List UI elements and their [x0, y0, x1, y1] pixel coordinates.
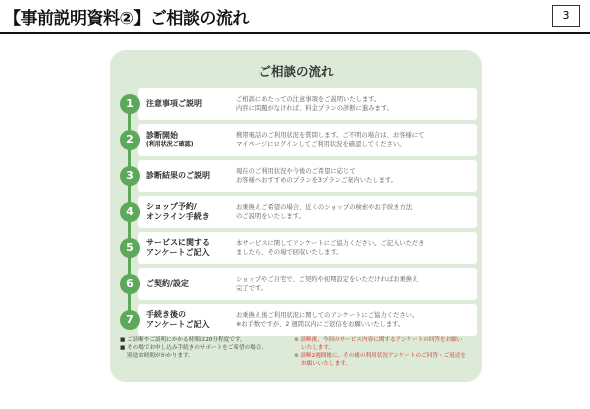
- step-label-main: ご契約/設定: [146, 279, 189, 288]
- note-line: ■ ご診断やご説明にかかる時間は20分程度です。: [120, 337, 246, 343]
- notes-right: [294, 336, 474, 368]
- step-label-main: ショップ予約/: [146, 202, 197, 211]
- step-6: [120, 268, 477, 300]
- notes-left: [120, 336, 290, 360]
- note-line: ※ 診断2週間後に、その後の利用状況アンケートのご回答・ご返送を: [294, 353, 466, 359]
- note-line: ※ 診断後、今回のサービス内容に関するアンケートの回答をお願い: [294, 337, 463, 343]
- step-5: [120, 232, 477, 264]
- step-label-main: 診断開始: [146, 131, 178, 140]
- page-number: 3: [552, 5, 580, 27]
- step-desc-line: 現在のご利用状況や今後のご希望に応じて: [236, 168, 356, 175]
- step-description: [236, 124, 462, 156]
- step-label: [146, 124, 232, 156]
- step-label: [146, 268, 232, 300]
- step-desc-line: ましたら、その場で回収いたします。: [236, 249, 343, 256]
- step-label-line2: アンケートご記入: [146, 320, 210, 329]
- step-desc-line: お乗換え後ご利用状況に関してのアンケートにご協力ください。: [236, 312, 419, 319]
- step-desc-line: お乗換えご希望の場合、近くのショップの検索やお手続き方法: [236, 204, 413, 211]
- step-number-badge: 7: [120, 310, 140, 330]
- consultation-flow-card: [110, 50, 482, 382]
- note-line: ■ その場でお申し込み手続きのサポートをご希望の場合、: [120, 345, 267, 351]
- step-label-sub: (利用状況ご確認): [146, 141, 194, 148]
- step-description: [236, 232, 462, 264]
- page-title: 【事前説明資料②】ご相談の流れ: [4, 9, 249, 29]
- note-line: いたします。: [301, 345, 335, 351]
- step-label-main: サービスに関する: [146, 238, 210, 247]
- step-desc-line: ※お手数ですが、2 週間以内にご返信をお願いいたします。: [236, 321, 405, 328]
- step-desc-line: 携帯電話のご利用状況を質問します。ご不明の場合は、お客様にて: [236, 132, 425, 139]
- note-item: [120, 336, 290, 344]
- step-description: [236, 268, 462, 300]
- step-number-badge: 2: [120, 130, 140, 150]
- step-2: [120, 124, 477, 156]
- step-desc-line: 内容に問題がなければ、料金プランの診断に進みます。: [236, 105, 393, 112]
- note-line: お願いいたします。: [301, 361, 351, 367]
- step-desc-line: 本サービスに関してアンケートにご協力ください。ご記入いただき: [236, 240, 425, 247]
- step-number-badge: 3: [120, 166, 140, 186]
- step-description: [236, 304, 462, 336]
- step-description: [236, 160, 462, 192]
- step-desc-line: マイページにログインしてご利用状況を確認してください。: [236, 141, 406, 148]
- step-label-main: 注意事項ご説明: [146, 99, 202, 108]
- step-label: [146, 232, 232, 264]
- step-label: [146, 88, 232, 120]
- note-item: [120, 344, 290, 360]
- page-header: [0, 0, 590, 34]
- note-line: 別途お時間がかかります。: [127, 353, 194, 359]
- step-desc-line: 完了です。: [236, 285, 267, 292]
- step-desc-line: お客様へおすすめのプランを3プランご案内いたします。: [236, 177, 397, 184]
- step-4: [120, 196, 477, 228]
- step-label-main: 手続き後の: [146, 310, 186, 319]
- note-item: [294, 336, 474, 352]
- step-description: [236, 88, 462, 120]
- step-label-line2: アンケートご記入: [146, 248, 210, 257]
- step-label-line2: オンライン手続き: [146, 212, 210, 221]
- step-label: [146, 196, 232, 228]
- step-label: [146, 160, 232, 192]
- step-number-badge: 1: [120, 94, 140, 114]
- card-title: ご相談の流れ: [258, 64, 334, 79]
- step-number-badge: 6: [120, 274, 140, 294]
- step-number-badge: 4: [120, 202, 140, 222]
- step-desc-line: ショップやご自宅で、ご契約や初期設定をいただければお乗換え: [236, 276, 419, 283]
- step-number-badge: 5: [120, 238, 140, 258]
- step-desc-line: ご相談にあたっての注意事項をご説明いたします。: [236, 96, 381, 103]
- step-1: [120, 88, 477, 120]
- step-7: [120, 304, 477, 336]
- note-item: [294, 352, 474, 368]
- step-3: [120, 160, 477, 192]
- step-description: [236, 196, 462, 228]
- step-desc-line: のご説明をいたします。: [236, 213, 305, 220]
- step-label: [146, 304, 232, 336]
- step-label-main: 診断結果のご説明: [146, 171, 210, 180]
